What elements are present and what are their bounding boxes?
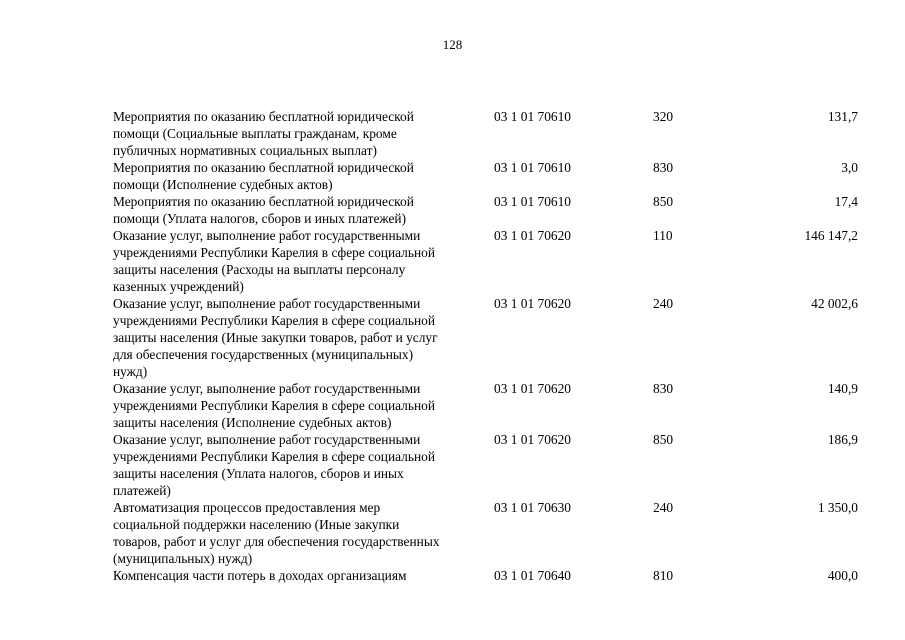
row-expense-type: 320 [653, 109, 674, 124]
row-description: Оказание услуг, выполнение работ государственными учреждениями Республики Карелия в сфере социальной защиты населения (Иные закупки товаров, работ и услуг для обеспечения государственных (муниципальных) нужд) [113, 296, 438, 379]
row-target-code: 03 1 01 70610 [494, 109, 571, 124]
table-row [113, 499, 863, 567]
row-target-code: 03 1 01 70640 [494, 568, 571, 583]
row-target-code: 03 1 01 70610 [494, 160, 571, 175]
table-row [113, 227, 863, 295]
row-target-code: 03 1 01 70620 [494, 432, 571, 447]
row-amount: 186,9 [827, 432, 858, 447]
page-number: 128 [442, 37, 463, 52]
row-expense-type: 850 [653, 432, 674, 447]
row-description: Компенсация части потерь в доходах организациям [113, 568, 407, 583]
row-amount: 17,4 [834, 194, 858, 209]
table-row [113, 159, 863, 193]
row-expense-type: 110 [653, 228, 673, 243]
row-description: Оказание услуг, выполнение работ государственными учреждениями Республики Карелия в сфере социальной защиты населения (Исполнение судебных актов) [113, 381, 436, 430]
row-amount: 400,0 [827, 568, 858, 583]
row-amount: 146 147,2 [804, 228, 858, 243]
row-target-code: 03 1 01 70610 [494, 194, 571, 209]
row-expense-type: 240 [653, 500, 674, 515]
table-row [113, 295, 863, 380]
row-amount: 131,7 [827, 109, 858, 124]
table-row [113, 108, 863, 159]
row-description: Оказание услуг, выполнение работ государственными учреждениями Республики Карелия в сфере социальной защиты населения (Уплата налогов, сборов и иных платежей) [113, 432, 436, 498]
row-expense-type: 850 [653, 194, 674, 209]
budget-table [113, 108, 863, 584]
row-description: Мероприятия по оказанию бесплатной юридической помощи (Исполнение судебных актов) [113, 160, 414, 192]
row-description: Мероприятия по оказанию бесплатной юридической помощи (Уплата налогов, сборов и иных платежей) [113, 194, 414, 226]
row-target-code: 03 1 01 70630 [494, 500, 571, 515]
row-amount: 1 350,0 [817, 500, 858, 515]
row-amount: 3,0 [841, 160, 858, 175]
row-target-code: 03 1 01 70620 [494, 228, 571, 243]
table-row [113, 380, 863, 431]
row-expense-type: 240 [653, 296, 674, 311]
row-description: Оказание услуг, выполнение работ государственными учреждениями Республики Карелия в сфере социальной защиты населения (Расходы на выплаты персоналу казенных учреждений) [113, 228, 436, 294]
row-description: Мероприятия по оказанию бесплатной юридической помощи (Социальные выплаты гражданам, кроме публичных нормативных социальных выплат) [113, 109, 414, 158]
row-target-code: 03 1 01 70620 [494, 381, 571, 396]
row-amount: 140,9 [827, 381, 858, 396]
table-row [113, 193, 863, 227]
row-target-code: 03 1 01 70620 [494, 296, 571, 311]
table-row [113, 431, 863, 499]
row-expense-type: 810 [653, 568, 674, 583]
row-expense-type: 830 [653, 381, 674, 396]
row-amount: 42 002,6 [811, 296, 858, 311]
row-description: Автоматизация процессов предоставления мер социальной поддержки населению (Иные закупки товаров, работ и услуг для обеспечения государственных (муниципальных) нужд) [113, 500, 440, 566]
row-expense-type: 830 [653, 160, 674, 175]
table-row [113, 567, 863, 584]
